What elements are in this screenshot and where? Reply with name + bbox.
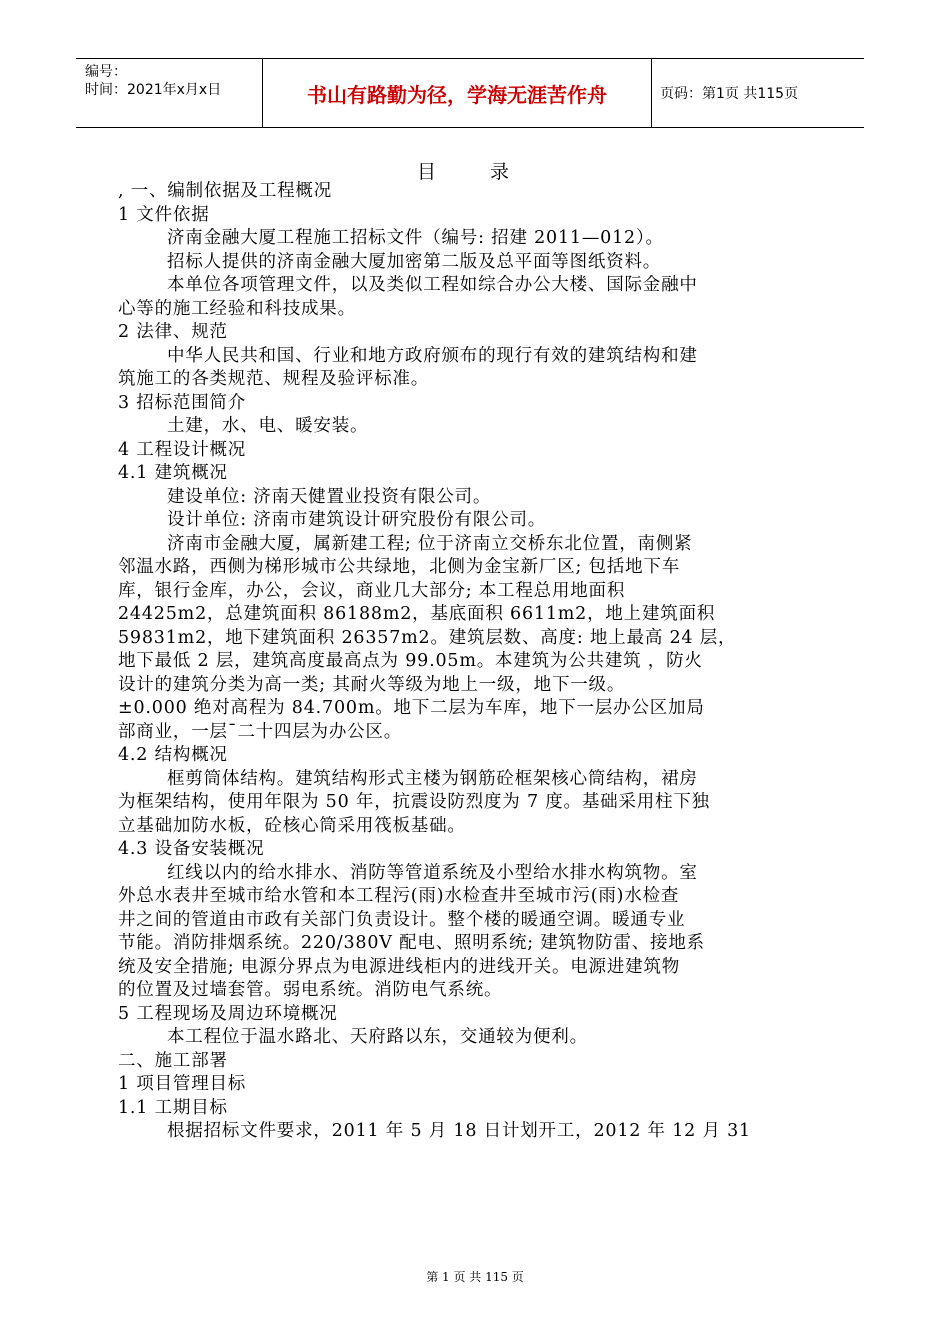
text-line: 中华人民共和国、行业和地方政府颁布的现行有效的建筑结构和建 xyxy=(167,345,698,366)
text-line: 井之间的管道由市政有关部门负责设计。整个楼的暖通空调。暖通专业 xyxy=(118,909,686,930)
text-line: 筑施工的各类规范、规程及验评标准。 xyxy=(118,369,430,389)
text-line: 心等的施工经验和科技成果。 xyxy=(118,298,356,319)
text-line: 统及安全措施; 电源分界点为电源进线柜内的进线开关。电源进建筑物 xyxy=(118,956,681,977)
text-line: ±0.000 绝对高程为 84.700m。地下二层为车库，地下一层办公区加局 xyxy=(118,698,705,718)
header-page-info: 页码：第1页 共115页 xyxy=(660,86,799,102)
text-line: 外总水表井至城市给水管和本工程污(雨)水检查井至城市污(雨)水检查 xyxy=(118,886,680,906)
text-line: 1 文件依据 xyxy=(118,204,210,225)
document-body xyxy=(118,180,830,1144)
text-line: 3 招标范围简介 xyxy=(118,392,247,413)
text-line: 4.2 结构概况 xyxy=(118,745,228,765)
text-line: 本单位各项管理文件，以及类似工程如综合办公大楼、国际金融中 xyxy=(167,275,698,295)
text-line: 地下最低 2 层，建筑高度最高点为 99.05m。本建筑为公共建筑 ，防火 xyxy=(118,651,703,671)
text-line: 5 工程现场及周边环境概况 xyxy=(118,1003,338,1024)
text-line: 59831m2，地下建筑面积 26357m2。建筑层数、高度: 地上最高 24 层， xyxy=(118,627,737,648)
text-line: 本工程位于温水路北、天府路以东，交通较为便利。 xyxy=(167,1027,588,1047)
page-footer: 第 1 页 共 115 页 xyxy=(426,1270,524,1284)
text-line: 4 工程设计概况 xyxy=(118,439,247,460)
text-line: 4.3 设备安装概况 xyxy=(118,839,265,859)
text-line: 框剪筒体结构。建筑结构形式主楼为钢筋砼框架核心筒结构，裙房 xyxy=(167,768,698,789)
text-line: 立基础加防水板，砼核心筒采用筏板基础。 xyxy=(118,815,466,836)
text-line: 库，银行金库，办公，会议，商业几大部分; 本工程总用地面积 xyxy=(118,580,626,601)
text-line: 设计单位: 济南市建筑设计研究股份有限公司。 xyxy=(167,510,547,530)
header-meta xyxy=(85,63,221,99)
text-line: 1.1 工期目标 xyxy=(118,1097,228,1118)
text-line: 招标人提供的济南金融大厦加密第二版及总平面等图纸资料。 xyxy=(167,251,662,272)
text-line: , 一、编制依据及工程概况 xyxy=(118,181,333,201)
time-label: 时间：2021年x月x日 xyxy=(85,82,222,98)
text-line: 二、施工部署 xyxy=(118,1050,228,1071)
page-header xyxy=(76,58,864,128)
text-line: 节能。消防排烟系统。220/380V 配电、照明系统; 建筑物防雷、接地系 xyxy=(118,933,705,953)
text-line: 的位置及过墙套管。弱电系统。消防电气系统。 xyxy=(118,980,503,1000)
text-line: 设计的建筑分类为高一类; 其耐火等级为地上一级，地下一级。 xyxy=(118,674,626,695)
text-line: 建设单位: 济南天健置业投资有限公司。 xyxy=(167,486,492,507)
text-line: 红线以内的给水排水、消防等管道系统及小型给水排水构筑物。室 xyxy=(167,862,698,883)
text-line: 济南金融大厦工程施工招标文件（编号: 招建 2011—012）。 xyxy=(167,228,664,248)
text-line: 24425m2，总建筑面积 86188m2，基底面积 6611m2，地上建筑面积 xyxy=(118,604,716,624)
text-line: 济南市金融大厦，属新建工程; 位于济南立交桥东北位置，南侧紧 xyxy=(167,533,693,554)
document-title: 目 录 xyxy=(416,161,534,183)
text-line: 为框架结构，使用年限为 50 年，抗震设防烈度为 7 度。基础采用柱下独 xyxy=(118,792,710,812)
text-line: 根据招标文件要求，2011 年 5 月 18 日计划开工，2012 年 12 月 31 xyxy=(167,1121,751,1141)
header-motto: 书山有路勤为径，学海无涯苦作舟 xyxy=(262,59,652,127)
text-line: 4.1 建筑概况 xyxy=(118,463,228,483)
text-line: 邻温水路，西侧为梯形城市公共绿地，北侧为金宝新厂区; 包括地下车 xyxy=(118,557,681,577)
text-line: 土建，水、电、暖安装。 xyxy=(167,416,369,436)
text-line: 部商业，一层¯二十四层为办公区。 xyxy=(118,721,403,742)
number-label: 编号： xyxy=(85,64,127,80)
text-line: 2 法律、规范 xyxy=(118,322,228,342)
text-line: 1 项目管理目标 xyxy=(118,1074,247,1094)
